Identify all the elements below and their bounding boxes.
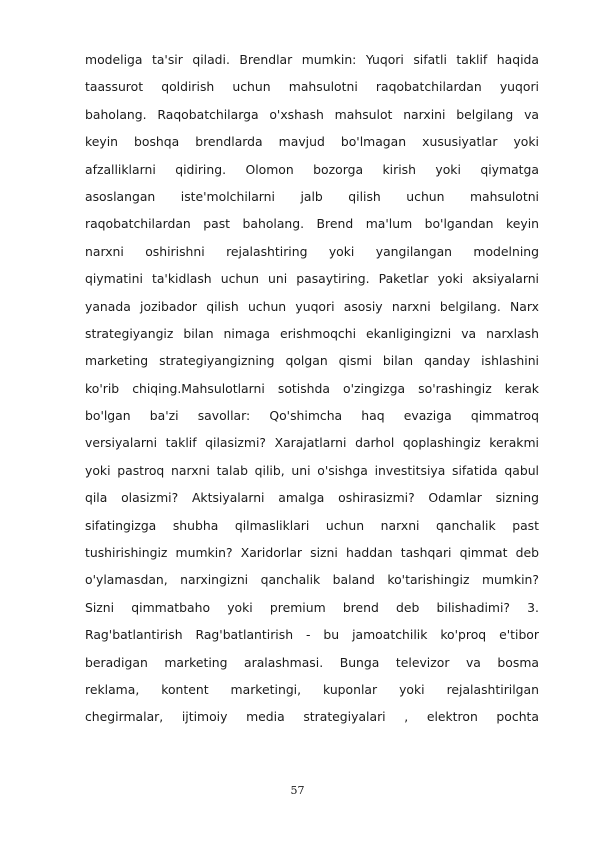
text-line: chegirmalar, ijtimoiy media strategiyalari , elektron pochta xyxy=(85,709,539,725)
text-line: yoki pastroq narxni talab qilib, uni o'sishga investitsiya sifatida qabul xyxy=(85,462,539,478)
text-line: o'ylamasdan, narxingizni qanchalik baland ko'tarishingiz mumkin? xyxy=(85,572,539,588)
text-line: ko'rib chiqing.Mahsulotlarni sotishda o'zingizga so'rashingiz kerak xyxy=(85,380,539,396)
body-text xyxy=(85,46,539,731)
text-line: yanada jozibador qilish uchun yuqori asosiy narxni belgilang. Narx xyxy=(85,298,539,314)
text-line: versiyalarni taklif qilasizmi? Xarajatlarni darhol qoplashingiz kerakmi xyxy=(85,435,539,451)
text-line: sifatingizga shubha qilmasliklari uchun narxni qanchalik past xyxy=(85,517,539,533)
text-line: tushirishingiz mumkin? Xaridorlar sizni haddan tashqari qimmat deb xyxy=(85,545,539,561)
text-line: beradigan marketing aralashmasi. Bunga televizor va bosma xyxy=(85,654,539,670)
text-line: Rag'batlantirish Rag'batlantirish - bu jamoatchilik ko'proq e'tibor xyxy=(85,627,539,643)
text-line: marketing strategiyangizning qolgan qismi bilan qanday ishlashini xyxy=(85,353,539,369)
text-line: taassurot qoldirish uchun mahsulotni raqobatchilardan yuqori xyxy=(85,79,539,95)
text-line: qila olasizmi? Aktsiyalarni amalga oshirasizmi? Odamlar sizning xyxy=(85,490,539,506)
text-line: raqobatchilardan past baholang. Brend ma'lum bo'lgandan keyin xyxy=(85,216,539,232)
text-line: qiymatini ta'kidlash uchun uni pasaytiring. Paketlar yoki aksiyalarni xyxy=(85,271,539,287)
text-line: reklama, kontent marketingi, kuponlar yoki rejalashtirilgan xyxy=(85,681,539,697)
text-line: narxni oshirishni rejalashtiring yoki yangilangan modelning xyxy=(85,243,539,259)
text-line: afzalliklarni qidiring. Olomon bozorga kirish yoki qiymatga xyxy=(85,161,539,177)
text-line: baholang. Raqobatchilarga o'xshash mahsulot narxini belgilang va xyxy=(85,106,539,122)
text-line: keyin boshqa brendlarda mavjud bo'lmagan xususiyatlar yoki xyxy=(85,134,539,150)
text-line: modeliga ta'sir qiladi. Brendlar mumkin: Yuqori sifatli taklif haqida xyxy=(85,52,539,67)
text-line: bo'lgan ba'zi savollar: Qo'shimcha haq evaziga qimmatroq xyxy=(85,408,539,424)
text-line: strategiyangiz bilan nimaga erishmoqchi ekanligingizni va narxlash xyxy=(85,325,539,341)
text-line: asoslangan iste'molchilarni jalb qilish uchun mahsulotni xyxy=(85,188,539,204)
page-number: 57 xyxy=(290,784,305,797)
text-line: Sizni qimmatbaho yoki premium brend deb bilishadimi? 3. xyxy=(85,599,539,615)
